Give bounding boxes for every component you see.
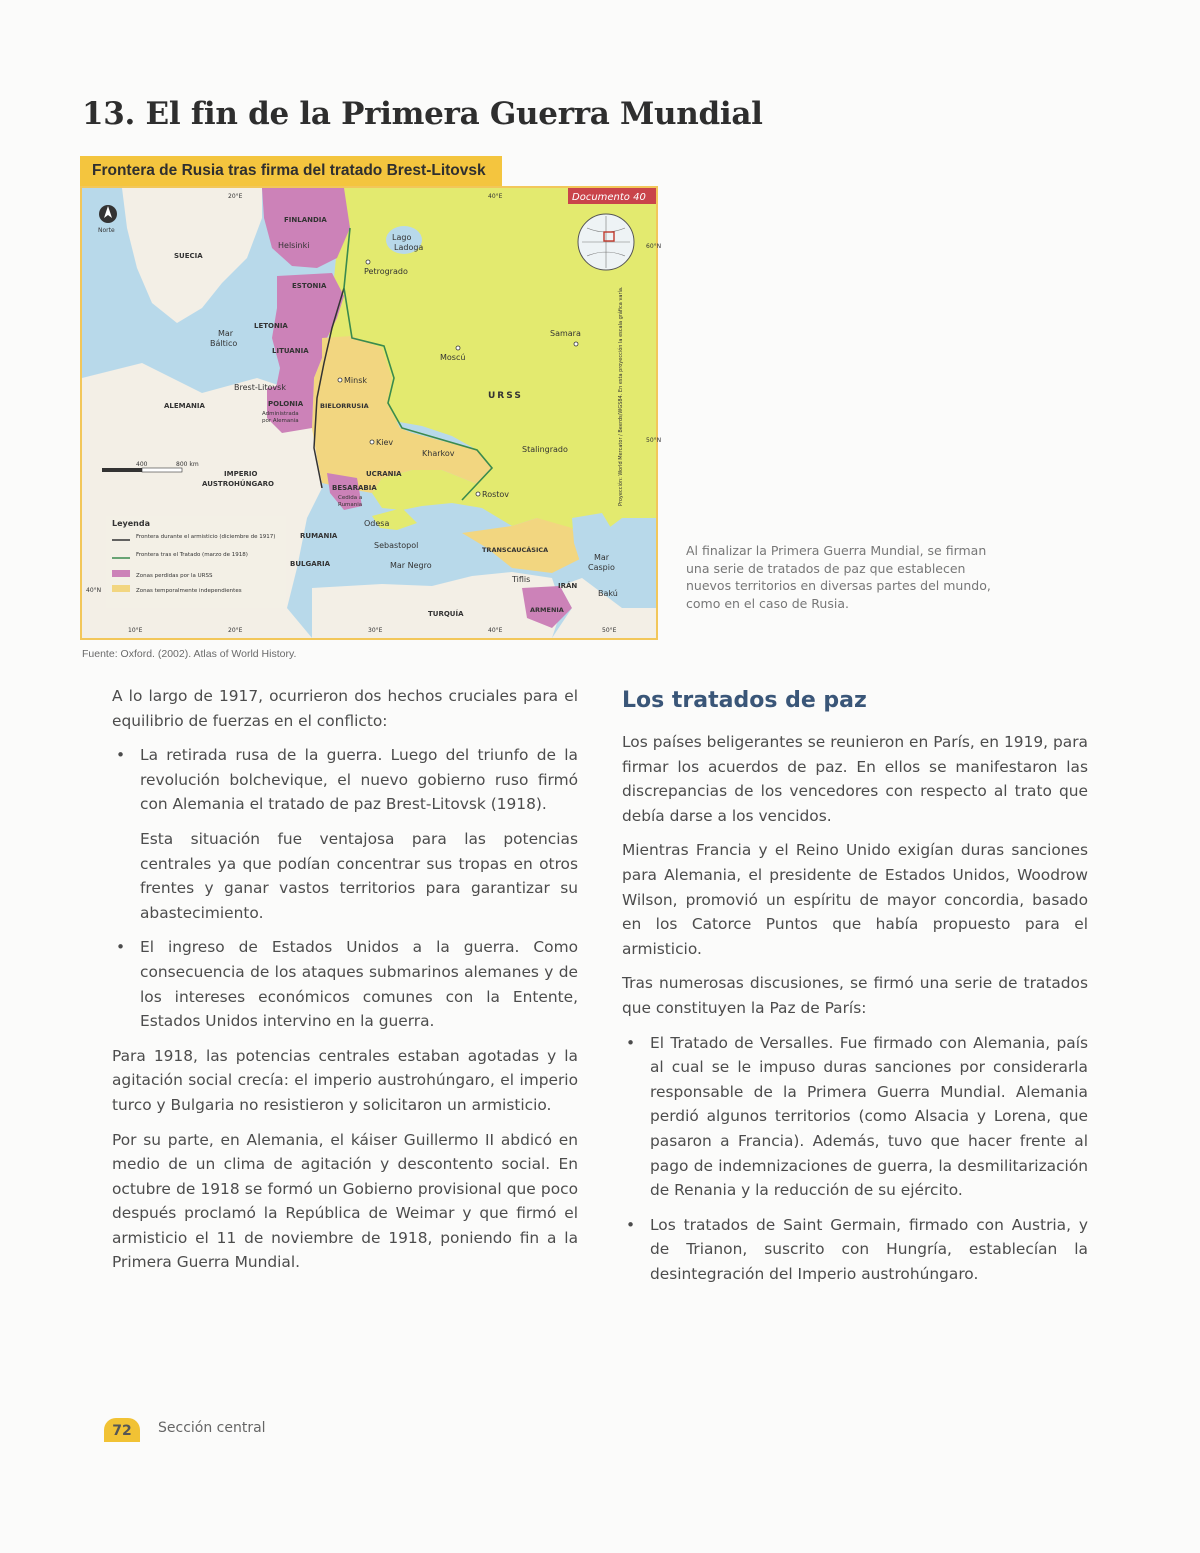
label-mar-negro: Mar Negro [390,561,432,570]
grid-label: 40°E [488,627,503,634]
label-polonia-sub1: Administrada [262,411,299,417]
label-besarabia-sub2: Rumania [338,502,363,508]
map-caption: Al finalizar la Primera Guerra Mundial, se firman una serie de tratados de paz que establecen nuevos territorios en diversas partes del mundo, como en el caso de Rusia. [686,543,991,611]
projection-note: Proyección: World Mercator / Beerds/WGS84. En esta proyección la escala gráfica varía. [618,286,624,506]
page-number: 72 [104,1418,140,1442]
list-item-text: El ingreso de Estados Unidos a la guerra. Como consecuencia de los ataques submarinos alemanes y de los intereses económicos comunes con la Entente, Estados Unidos intervino en la guerra. [140,938,578,1031]
label-alemania: ALEMANIA [164,402,205,410]
label-estonia: ESTONIA [292,282,327,290]
label-minsk: Minsk [344,376,367,385]
grid-label: 10°E [128,627,143,634]
label-besarabia: BESARABIA [332,484,377,492]
label-helsinki: Helsinki [278,241,310,250]
bullet-dot: • [116,746,126,765]
left-column [112,684,578,1285]
label-polonia: POLONIA [268,400,304,408]
list-item-continuation: Esta situación fue ventajosa para las potencias centrales ya que podían concentrar sus tropas en otros frentes y ganar vastos territorios para garantizar su abastecimiento. [140,829,578,922]
label-finlandia: FINLANDIA [284,216,327,224]
label-bielorrusia: BIELORRUSIA [320,402,369,410]
footer-section-label: Sección central [158,1420,266,1436]
label-mar-caspio-1: Mar [594,553,610,562]
bullet-dot: • [626,1033,636,1052]
list-item [622,1031,1088,1203]
label-letonia: LETONIA [254,322,288,330]
intro-paragraph: A lo largo de 1917, ocurrieron dos hechos cruciales para el equilibrio de fuerzas en el conflicto: [112,687,578,730]
grid-label: 30°E [368,627,383,634]
label-petrogrado: Petrogrado [364,267,408,276]
label-bulgaria: BULGARIA [290,560,331,568]
right-column [622,730,1088,1296]
label-lago: Lago [392,233,412,242]
label-tiflis: Tiflis [512,575,531,584]
label-armenia: ARMENIA [530,606,564,614]
paragraph: Por su parte, en Alemania, el káiser Guillermo II abdicó en medio de un clima de agitación y descontento social. En octubre de 1918 se formó un Gobierno provisional que poco después proclamó la República de Weimar y que firmó el armisticio el 11 de noviembre de 1918, poniendo fin a la Primera Guerra Mundial. [112,1130,578,1272]
grid-label: 40°E [488,193,503,200]
label-moscu: Moscú [440,353,466,362]
russia-map [82,188,662,638]
document-tag: Documento 40 [572,192,646,203]
label-suecia: SUECIA [174,252,203,260]
legend-item: Frontera durante el armisticio (diciembre de 1917) [136,534,276,540]
label-turquia: TURQUÍA [428,610,464,618]
bullet-dot: • [626,1215,636,1234]
paragraph: Los países beligerantes se reunieron en París, en 1919, para firmar los acuerdos de paz. En ellos se manifestaron las discrepancias de los vencedores con respecto al trato que debía darse a los vencidos. [622,733,1088,825]
legend-swatch-independent [112,585,130,592]
section-heading: Los tratados de paz [622,688,867,713]
legend-item: Zonas perdidas por la URSS [136,573,213,579]
grid-label: 20°E [228,193,243,200]
label-sebastopol: Sebastopol [374,541,419,550]
scale-label-a: 400 [136,461,148,468]
list-item [112,743,578,817]
legend-item: Frontera tras el Tratado (marzo de 1918) [136,552,248,558]
paragraph: Para 1918, las potencias centrales estaban agotadas y la agitación social crecía: el imperio austrohúngaro, el imperio turco y Bulgaria no resistieron y solicitaron un armisticio. [112,1046,578,1114]
label-rostov: Rostov [482,490,510,499]
grid-label: 20°E [228,627,243,634]
label-besarabia-sub1: Cedida a [338,495,363,501]
label-polonia-sub2: por Alemania [262,418,299,424]
label-rumania: RUMANIA [300,532,338,540]
legend-swatch-lost [112,570,130,577]
grid-label: 40°N [86,587,102,594]
label-kiev: Kiev [376,438,394,447]
list-item-text: La retirada rusa de la guerra. Luego del triunfo de la revolución bolchevique, el nuevo gobierno ruso firmó con Alemania el tratado de paz Brest-Litovsk (1918). [140,746,578,814]
map-title: Frontera de Rusia tras firma del tratado Brest-Litovsk [80,156,502,186]
label-brest-litovsk: Brest-Litovsk [234,383,286,392]
grid-label: 60°N [646,243,662,250]
map-legend [106,516,286,608]
label-odesa: Odesa [364,519,390,528]
paragraph: Tras numerosas discusiones, se firmó una serie de tratados que constituyen la Paz de París: [622,974,1088,1017]
label-ladoga: Ladoga [394,243,424,252]
label-transcaucasica: TRANSCAUCÁSICA [482,546,549,554]
label-urss: URSS [488,391,523,401]
label-stalingrado: Stalingrado [522,445,568,454]
map-source: Fuente: Oxford. (2002). Atlas of World History. [82,648,297,660]
list-item-text: El Tratado de Versalles. Fue firmado con Alemania, país al cual se le impuso duras sanciones por considerarla responsable de la Primera Guerra Mundial. Alemania perdió algunos territorios (como Alsacia y Lorena, que pasaron a Francia). Además, tuvo que hacer frente al pago de indemnizaciones de guerra, la desmilitarización de Renania y la reducción de su ejército. [650,1033,1088,1200]
label-ucrania: UCRANIA [366,470,402,478]
list-item [622,1213,1088,1287]
scale-label-b: 800 km [176,461,199,468]
legend-item: Zonas temporalmente independientes [136,588,242,594]
paragraph: Mientras Francia y el Reino Unido exigían duras sanciones para Alemania, el presidente de Estados Unidos, Woodrow Wilson, promovió un espíritu de mayor concordia, basado en los Catorce Puntos que había propuesto para el armisticio. [622,841,1088,958]
label-baku: Bakú [598,589,618,598]
label-mar-baltico-1: Mar [218,329,234,338]
page-title: 13. El fin de la Primera Guerra Mundial [82,96,763,132]
label-imperio: IMPERIO [224,470,258,478]
label-iran: IRÁN [558,582,578,590]
map-figure [80,186,662,640]
grid-label: 50°N [646,437,662,444]
legend-title: Leyenda [112,519,150,528]
label-mar-baltico-2: Báltico [210,339,238,348]
label-lituania: LITUANIA [272,347,309,355]
list-item-text: Los tratados de Saint Germain, firmado con Austria, y de Trianon, suscrito con Hungría, establecían la desintegración del Imperio austrohúngaro. [650,1215,1088,1283]
list-item [112,935,578,1033]
label-samara: Samara [550,329,581,338]
north-label: Norte [98,227,115,234]
grid-label: 50°E [602,627,617,634]
label-kharkov: Kharkov [422,449,455,458]
label-austrohungaro: AUSTROHÚNGARO [202,480,274,488]
bullet-dot: • [116,938,126,957]
label-mar-caspio-2: Caspio [588,563,615,572]
